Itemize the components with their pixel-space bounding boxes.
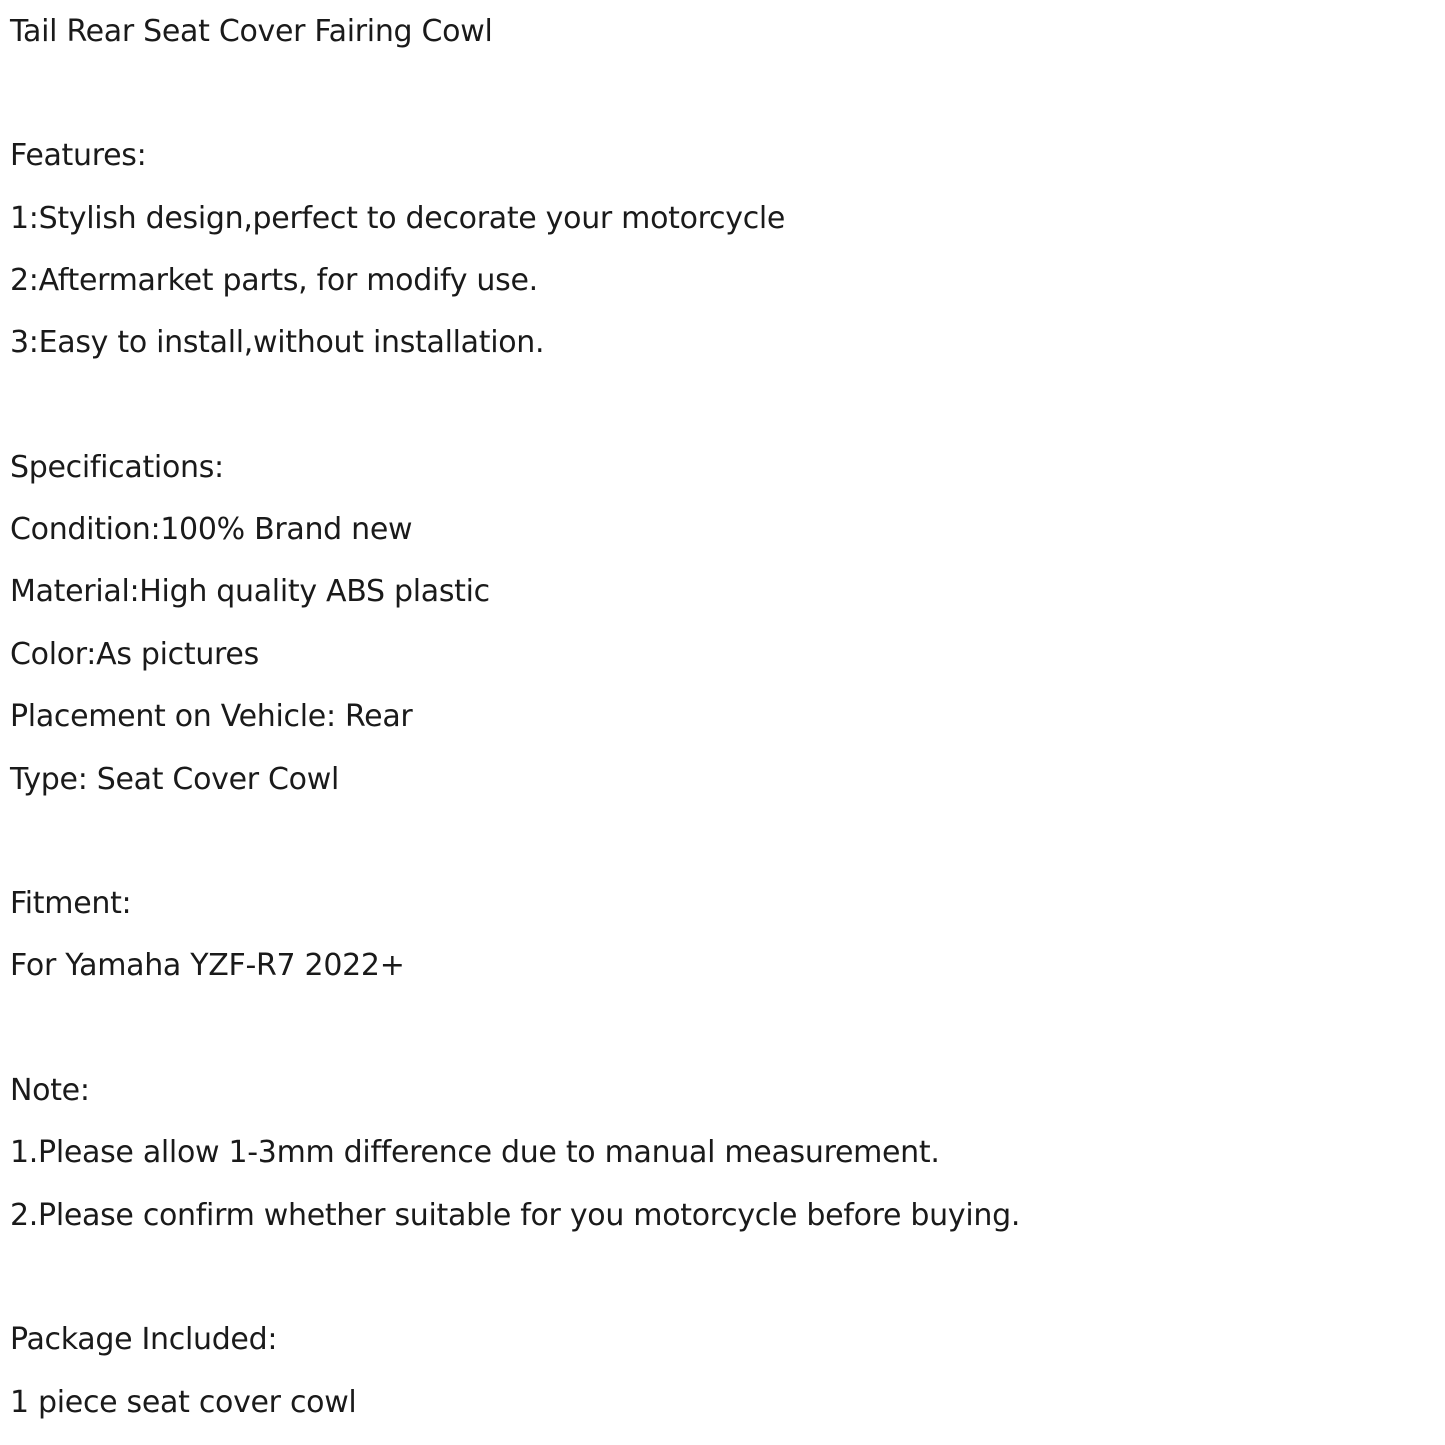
feature-item: 2:Aftermarket parts, for modify use.	[10, 263, 538, 298]
fitment-heading: Fitment:	[10, 886, 132, 921]
fitment-item: For Yamaha YZF-R7 2022+	[10, 948, 405, 983]
features-heading: Features:	[10, 138, 147, 173]
feature-item: 1:Stylish design,perfect to decorate your motorcycle	[10, 201, 786, 236]
spec-item: Material:High quality ABS plastic	[10, 574, 490, 609]
feature-item: 3:Easy to install,without installation.	[10, 325, 545, 360]
product-title: Tail Rear Seat Cover Fairing Cowl	[10, 14, 493, 49]
spec-item: Condition:100% Brand new	[10, 512, 413, 547]
spec-item: Color:As pictures	[10, 637, 259, 672]
note-item: 2.Please confirm whether suitable for you motorcycle before buying.	[10, 1198, 1021, 1233]
note-heading: Note:	[10, 1073, 90, 1108]
spec-item: Placement on Vehicle: Rear	[10, 699, 413, 734]
specifications-heading: Specifications:	[10, 450, 224, 485]
spec-item: Type: Seat Cover Cowl	[10, 762, 339, 797]
note-item: 1.Please allow 1-3mm difference due to manual measurement.	[10, 1135, 940, 1170]
package-item: 1 piece seat cover cowl	[10, 1385, 357, 1420]
package-heading: Package Included:	[10, 1322, 278, 1357]
